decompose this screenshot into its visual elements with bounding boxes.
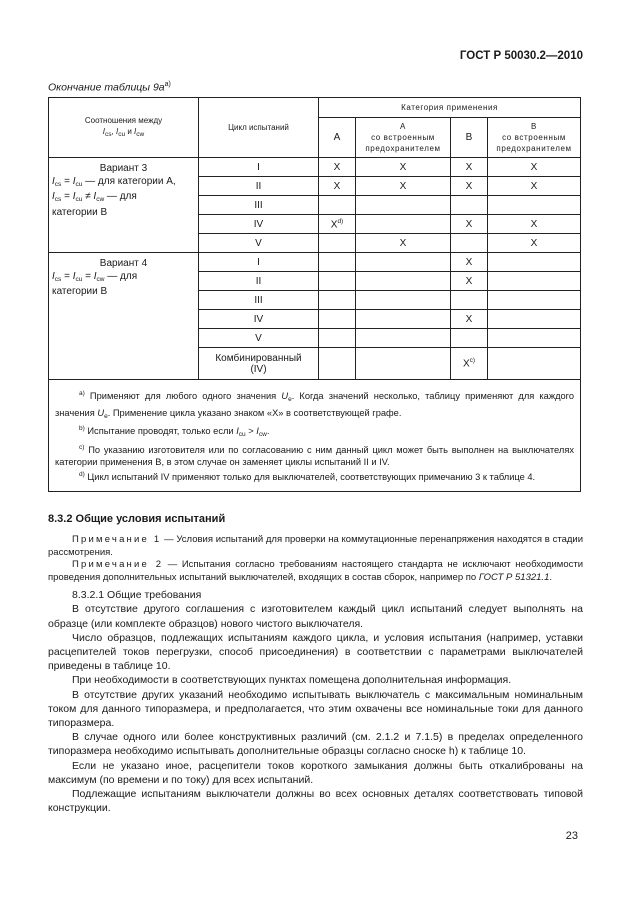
note-c: $^{c)}$ По указанию изготовителя или по согласованию с ним данный цикл может быть выполнен на выключателях категории применения В, в этом случае он заменяет циклы испытаний II и IV. bbox=[55, 443, 575, 468]
section-heading: 8.3.2 Общие условия испытаний bbox=[48, 513, 226, 525]
header-cat-b-fuse: В со встроенным предохранителем bbox=[488, 118, 581, 158]
table-notes-row bbox=[49, 380, 581, 492]
cycle-cell: III bbox=[199, 196, 319, 215]
header-row-1 bbox=[49, 98, 581, 118]
paragraph: В случае одного или более конструктивных различий (см. 2.1.2 и 7.1.5) в пределах определенного типоразмера необходимо испытывать дополнительные образцы согласно сноске h) к таблице 10. bbox=[48, 731, 583, 758]
section-body bbox=[48, 512, 583, 815]
variant-3-line-3: категории В bbox=[52, 206, 108, 218]
mark-cell: X bbox=[319, 177, 356, 196]
page-number: 23 bbox=[565, 830, 578, 842]
paragraph: При необходимости в соответствующих пунктах помещена дополнительная информация. bbox=[72, 674, 512, 687]
mark-cell: X bbox=[488, 215, 581, 234]
variant-3-line-2: $I_{cs} = I_{cu} \ne I_{cw}$ — для bbox=[52, 191, 137, 203]
paragraph: В отсутствие других указаний необходимо испытывать выключатель с максимальным номинальным током для данного типоразмера, и предполагается, что этим охвачены все номинальные токи для данного типоразмера. bbox=[48, 688, 583, 730]
mark-cell: $X^{c)}$ bbox=[451, 348, 488, 380]
variant-4-line-2: категории В bbox=[52, 286, 108, 297]
paragraph: Если не указано иное, расцепители токов короткого замыкания должны быть откалиброваны на максимум (по времени и по току) для всех испытаний. bbox=[48, 759, 583, 786]
cycle-cell: III bbox=[199, 291, 319, 310]
mark-cell: X bbox=[356, 177, 451, 196]
paragraph: В отсутствие другого соглашения с изготовителем каждый цикл испытаний следует выполнять на образце (или комплекте образцов) нового чистого выключателя. bbox=[48, 603, 583, 630]
cycle-cell: V bbox=[199, 234, 319, 253]
mark-cell: X bbox=[451, 310, 488, 329]
mark-cell: X bbox=[451, 177, 488, 196]
header-ratio-label: Соотношения между bbox=[84, 116, 163, 125]
cycle-cell: II bbox=[199, 272, 319, 291]
cycle-cell-combined: Комбинированный (IV) bbox=[199, 348, 319, 380]
note-b: $^{b)}$ Испытание проводят, только если $I_{cu} > I_{cw}$. bbox=[79, 425, 270, 439]
mark-cell: $X^{d)}$ bbox=[319, 215, 356, 234]
variant-3-line-1: $I_{cs} = I_{cu}$ — для категории А, bbox=[52, 175, 176, 188]
mark-cell: X bbox=[451, 253, 488, 272]
table-notes bbox=[49, 380, 581, 492]
note-1: Примечание 1 — Условия испытаний для проверки на коммутационные перенапряжения находятся в стадии рассмотрения. bbox=[48, 534, 584, 558]
cycle-cell: I bbox=[199, 158, 319, 177]
mark-cell: X bbox=[488, 234, 581, 253]
cycle-cell: V bbox=[199, 329, 319, 348]
note-d: $^{d)}$ Цикл испытаний IV применяют только для выключателей, соответствующих примечанию 3 к таблице 4. bbox=[79, 470, 536, 482]
mark-cell: X bbox=[488, 177, 581, 196]
header-cat-b: В bbox=[451, 118, 488, 158]
cycle-cell: IV bbox=[199, 310, 319, 329]
mark-cell: X bbox=[356, 234, 451, 253]
mark-cell: X bbox=[356, 158, 451, 177]
paragraph: Число образцов, подлежащих испытаниям каждого цикла, и условия испытания (например, уставки расцепителей токов перегрузки, способ присоединения) в соответствии с параметрами выключателей приведены в таблице 10. bbox=[48, 631, 583, 673]
cycle-cell: I bbox=[199, 253, 319, 272]
cycle-cell: II bbox=[199, 177, 319, 196]
table-row bbox=[49, 253, 581, 272]
mark-cell: X bbox=[451, 272, 488, 291]
header-cat-a: А bbox=[319, 118, 356, 158]
header-category: Категория применения bbox=[319, 98, 581, 118]
variant-3-cell bbox=[49, 158, 199, 253]
test-cycle-table bbox=[48, 97, 581, 492]
caption-text: Окончание таблицы 9а bbox=[48, 81, 165, 94]
variant-4-line-1: $I_{cs} = I_{cu} = I_{cw}$ — для bbox=[52, 270, 138, 283]
note-2: Примечание 2 — Испытания согласно требованиям настоящего стандарта не исключают необходимости проведения дополнительных испытаний выключателей, входящих в состав сборок, например по ГОСТ Р 51321.1. bbox=[48, 559, 584, 583]
cycle-cell: IV bbox=[199, 215, 319, 234]
mark-cell: X bbox=[319, 158, 356, 177]
paragraph: Подлежащие испытаниям выключатели должны во всех основных деталях соответствовать типовой конструкции. bbox=[48, 788, 583, 815]
variant-4-cell bbox=[49, 253, 199, 380]
header-cat-a-fuse: А со встроенным предохранителем bbox=[356, 118, 451, 158]
variant-3-name: Вариант 3 bbox=[99, 163, 148, 174]
note-a: $^{а)}$ Применяют для любого одного значения $U_e$. Когда значений несколько, таблицу применяют для каждого значения $U_e$. Применение цикла указано знаком «Х» в соответствующей графе. bbox=[55, 390, 575, 420]
header-cycle: Цикл испытаний bbox=[199, 98, 319, 158]
variant-4-name: Вариант 4 bbox=[99, 258, 148, 269]
header-ratio-symbols: $I_{cs}$, $I_{cu}$ и $I_{cw}$ bbox=[102, 127, 145, 138]
header-ratio bbox=[49, 98, 199, 158]
table-caption bbox=[48, 81, 171, 94]
caption-sup: а) bbox=[164, 81, 171, 88]
mark-cell: X bbox=[451, 158, 488, 177]
table-row bbox=[49, 158, 581, 177]
mark-cell: X bbox=[488, 158, 581, 177]
mark-cell: X bbox=[451, 215, 488, 234]
standard-header: ГОСТ Р 50030.2—2010 bbox=[459, 50, 583, 62]
subsection-heading: 8.3.2.1 Общие требования bbox=[72, 589, 202, 602]
